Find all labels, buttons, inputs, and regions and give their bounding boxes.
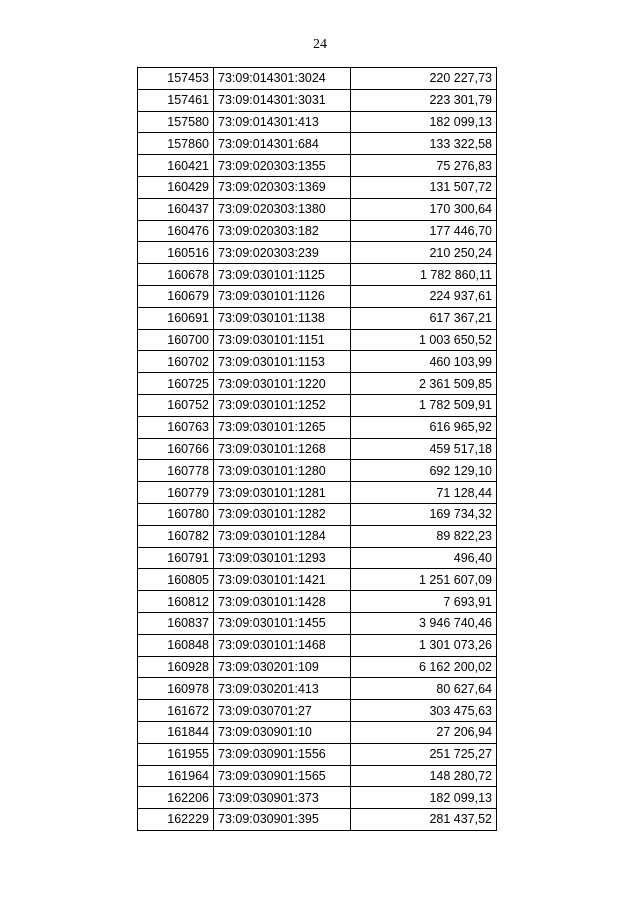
row-id-cell: 157461 <box>138 89 214 111</box>
cadastral-value-cell: 131 507,72 <box>351 176 497 198</box>
table-row <box>138 721 497 743</box>
row-id-cell: 160437 <box>138 198 214 220</box>
table-row <box>138 68 497 90</box>
cadastral-value-cell: 133 322,58 <box>351 133 497 155</box>
table-row <box>138 220 497 242</box>
cadastral-value-cell: 177 446,70 <box>351 220 497 242</box>
table-row <box>138 460 497 482</box>
table-row <box>138 525 497 547</box>
cadastral-value-cell: 1 003 650,52 <box>351 329 497 351</box>
cadastral-value-cell: 459 517,18 <box>351 438 497 460</box>
cadastral-number-cell: 73:09:030101:1151 <box>214 329 351 351</box>
table-row <box>138 285 497 307</box>
row-id-cell: 160782 <box>138 525 214 547</box>
cadastral-number-cell: 73:09:014301:3031 <box>214 89 351 111</box>
row-id-cell: 160805 <box>138 569 214 591</box>
row-id-cell: 160780 <box>138 503 214 525</box>
cadastral-value-cell: 169 734,32 <box>351 503 497 525</box>
table-row <box>138 678 497 700</box>
cadastral-number-cell: 73:09:030901:395 <box>214 809 351 831</box>
table-row <box>138 198 497 220</box>
row-id-cell: 161672 <box>138 700 214 722</box>
cadastral-value-cell: 27 206,94 <box>351 721 497 743</box>
table-row <box>138 394 497 416</box>
table-row <box>138 743 497 765</box>
row-id-cell: 160752 <box>138 394 214 416</box>
table-row <box>138 656 497 678</box>
row-id-cell: 157860 <box>138 133 214 155</box>
row-id-cell: 161955 <box>138 743 214 765</box>
cadastral-value-cell: 616 965,92 <box>351 416 497 438</box>
cadastral-number-cell: 73:09:030101:1282 <box>214 503 351 525</box>
row-id-cell: 160978 <box>138 678 214 700</box>
row-id-cell: 160812 <box>138 591 214 613</box>
cadastral-number-cell: 73:09:030101:1421 <box>214 569 351 591</box>
cadastral-value-cell: 496,40 <box>351 547 497 569</box>
table-body <box>138 68 497 831</box>
cadastral-value-cell: 170 300,64 <box>351 198 497 220</box>
table-row <box>138 438 497 460</box>
cadastral-number-cell: 73:09:030101:1220 <box>214 373 351 395</box>
cadastral-value-cell: 182 099,13 <box>351 787 497 809</box>
row-id-cell: 160725 <box>138 373 214 395</box>
table-row <box>138 765 497 787</box>
table-row <box>138 503 497 525</box>
row-id-cell: 160429 <box>138 176 214 198</box>
cadastral-number-cell: 73:09:030101:1125 <box>214 264 351 286</box>
table-row <box>138 809 497 831</box>
cadastral-number-cell: 73:09:030101:1268 <box>214 438 351 460</box>
row-id-cell: 160928 <box>138 656 214 678</box>
cadastral-number-cell: 73:09:030901:373 <box>214 787 351 809</box>
cadastral-number-cell: 73:09:020303:1380 <box>214 198 351 220</box>
table-row <box>138 176 497 198</box>
cadastral-value-cell: 224 937,61 <box>351 285 497 307</box>
row-id-cell: 160421 <box>138 155 214 177</box>
table-row <box>138 700 497 722</box>
cadastral-value-cell: 80 627,64 <box>351 678 497 700</box>
table-row <box>138 787 497 809</box>
row-id-cell: 160763 <box>138 416 214 438</box>
row-id-cell: 161964 <box>138 765 214 787</box>
cadastral-number-cell: 73:09:020303:1355 <box>214 155 351 177</box>
cadastral-number-cell: 73:09:030901:1556 <box>214 743 351 765</box>
cadastral-value-cell: 89 822,23 <box>351 525 497 547</box>
cadastral-number-cell: 73:09:030101:1265 <box>214 416 351 438</box>
row-id-cell: 161844 <box>138 721 214 743</box>
table-row <box>138 373 497 395</box>
cadastral-value-cell: 6 162 200,02 <box>351 656 497 678</box>
cadastral-value-table <box>137 67 497 831</box>
cadastral-number-cell: 73:09:030901:10 <box>214 721 351 743</box>
row-id-cell: 160837 <box>138 612 214 634</box>
cadastral-value-cell: 210 250,24 <box>351 242 497 264</box>
cadastral-number-cell: 73:09:030101:1252 <box>214 394 351 416</box>
cadastral-value-cell: 1 782 860,11 <box>351 264 497 286</box>
cadastral-value-cell: 251 725,27 <box>351 743 497 765</box>
row-id-cell: 160476 <box>138 220 214 242</box>
cadastral-value-cell: 303 475,63 <box>351 700 497 722</box>
cadastral-value-cell: 281 437,52 <box>351 809 497 831</box>
cadastral-value-cell: 1 251 607,09 <box>351 569 497 591</box>
table-row <box>138 416 497 438</box>
cadastral-number-cell: 73:09:030101:1428 <box>214 591 351 613</box>
row-id-cell: 160516 <box>138 242 214 264</box>
row-id-cell: 162229 <box>138 809 214 831</box>
cadastral-number-cell: 73:09:020303:182 <box>214 220 351 242</box>
cadastral-number-cell: 73:09:030901:1565 <box>214 765 351 787</box>
row-id-cell: 160691 <box>138 307 214 329</box>
cadastral-number-cell: 73:09:030101:1281 <box>214 482 351 504</box>
cadastral-number-cell: 73:09:030101:1455 <box>214 612 351 634</box>
cadastral-number-cell: 73:09:030201:413 <box>214 678 351 700</box>
row-id-cell: 157580 <box>138 111 214 133</box>
cadastral-value-cell: 3 946 740,46 <box>351 612 497 634</box>
cadastral-number-cell: 73:09:030101:1468 <box>214 634 351 656</box>
cadastral-number-cell: 73:09:020303:1369 <box>214 176 351 198</box>
cadastral-value-cell: 692 129,10 <box>351 460 497 482</box>
cadastral-number-cell: 73:09:030101:1293 <box>214 547 351 569</box>
table-row <box>138 591 497 613</box>
table-row <box>138 351 497 373</box>
cadastral-value-cell: 148 280,72 <box>351 765 497 787</box>
cadastral-value-cell: 1 301 073,26 <box>351 634 497 656</box>
cadastral-number-cell: 73:09:014301:684 <box>214 133 351 155</box>
cadastral-number-cell: 73:09:014301:413 <box>214 111 351 133</box>
table-row <box>138 242 497 264</box>
row-id-cell: 162206 <box>138 787 214 809</box>
row-id-cell: 160679 <box>138 285 214 307</box>
cadastral-number-cell: 73:09:030101:1138 <box>214 307 351 329</box>
row-id-cell: 160779 <box>138 482 214 504</box>
table-row <box>138 307 497 329</box>
table-row <box>138 111 497 133</box>
row-id-cell: 160848 <box>138 634 214 656</box>
cadastral-value-cell: 617 367,21 <box>351 307 497 329</box>
cadastral-value-cell: 1 782 509,91 <box>351 394 497 416</box>
cadastral-number-cell: 73:09:030701:27 <box>214 700 351 722</box>
cadastral-value-cell: 2 361 509,85 <box>351 373 497 395</box>
cadastral-value-cell: 460 103,99 <box>351 351 497 373</box>
row-id-cell: 160778 <box>138 460 214 482</box>
cadastral-number-cell: 73:09:030201:109 <box>214 656 351 678</box>
row-id-cell: 157453 <box>138 68 214 90</box>
row-id-cell: 160702 <box>138 351 214 373</box>
table-row <box>138 547 497 569</box>
row-id-cell: 160678 <box>138 264 214 286</box>
cadastral-value-cell: 223 301,79 <box>351 89 497 111</box>
table-row <box>138 264 497 286</box>
table-row <box>138 482 497 504</box>
cadastral-value-cell: 7 693,91 <box>351 591 497 613</box>
cadastral-number-cell: 73:09:030101:1126 <box>214 285 351 307</box>
cadastral-number-cell: 73:09:030101:1280 <box>214 460 351 482</box>
table-row <box>138 612 497 634</box>
row-id-cell: 160766 <box>138 438 214 460</box>
cadastral-value-cell: 75 276,83 <box>351 155 497 177</box>
cadastral-value-cell: 71 128,44 <box>351 482 497 504</box>
table-row <box>138 155 497 177</box>
table-row <box>138 569 497 591</box>
page-number: 24 <box>313 37 327 52</box>
cadastral-value-cell: 220 227,73 <box>351 68 497 90</box>
row-id-cell: 160791 <box>138 547 214 569</box>
row-id-cell: 160700 <box>138 329 214 351</box>
cadastral-number-cell: 73:09:030101:1153 <box>214 351 351 373</box>
table-row <box>138 634 497 656</box>
table-row <box>138 133 497 155</box>
cadastral-number-cell: 73:09:030101:1284 <box>214 525 351 547</box>
cadastral-value-cell: 182 099,13 <box>351 111 497 133</box>
cadastral-number-cell: 73:09:014301:3024 <box>214 68 351 90</box>
table-row <box>138 329 497 351</box>
table-row <box>138 89 497 111</box>
cadastral-number-cell: 73:09:020303:239 <box>214 242 351 264</box>
